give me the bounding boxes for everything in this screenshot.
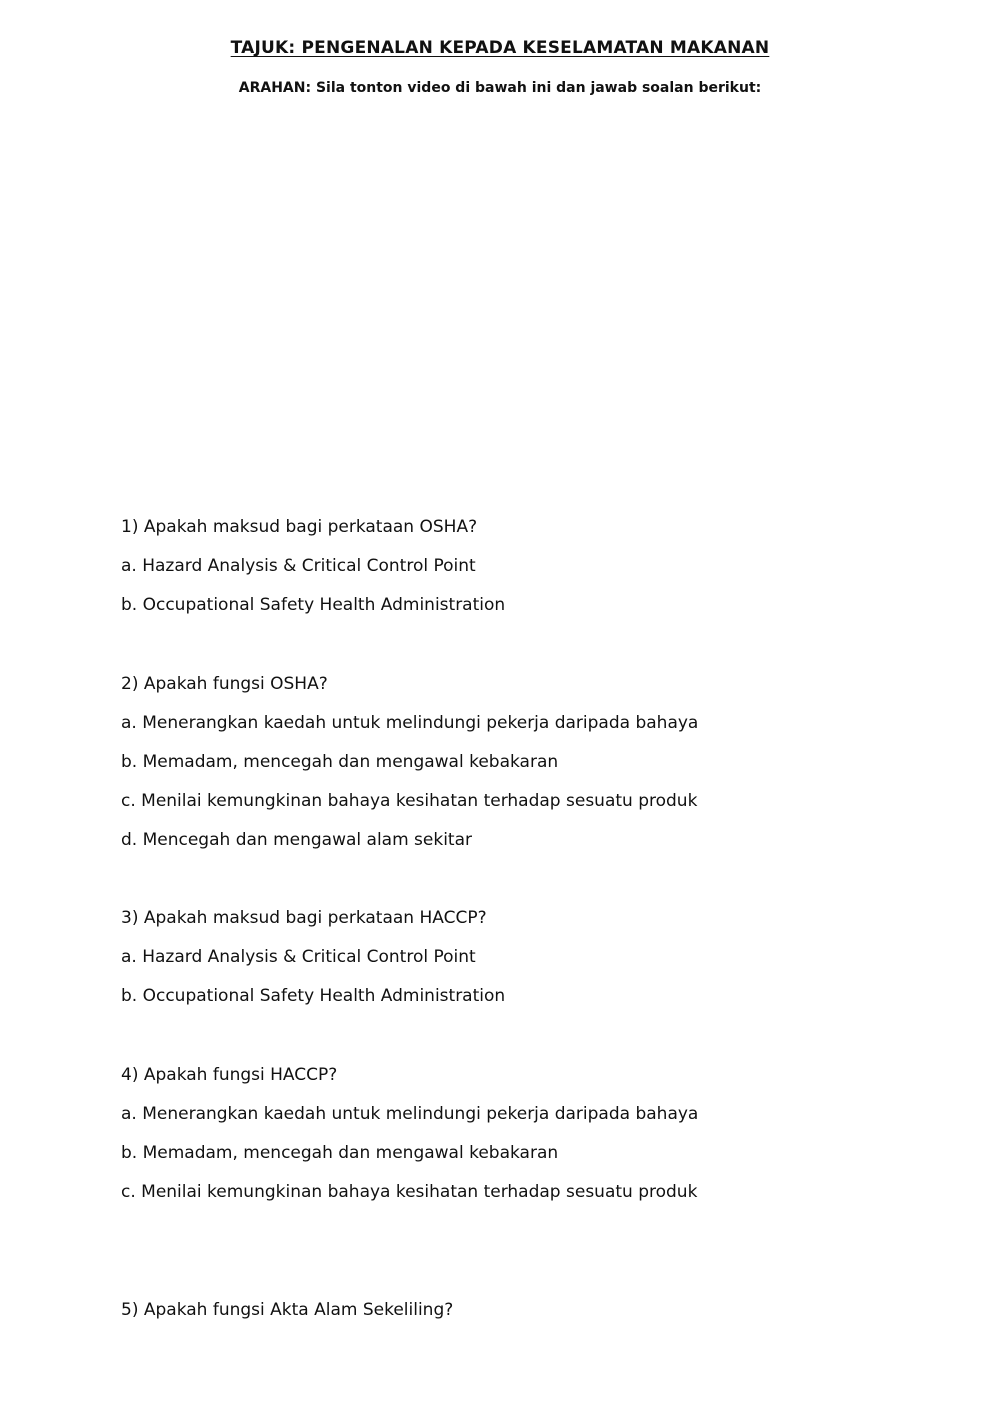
question-4-option-c[interactable]: c. Menilai kemungkinan bahaya kesihatan terhadap sesuatu produk bbox=[121, 1182, 698, 1202]
question-4-option-a[interactable]: a. Menerangkan kaedah untuk melindungi pekerja daripada bahaya bbox=[121, 1104, 699, 1124]
question-2-option-b[interactable]: b. Memadam, mencegah dan mengawal kebakaran bbox=[121, 752, 559, 772]
question-2-option-a[interactable]: a. Menerangkan kaedah untuk melindungi pekerja daripada bahaya bbox=[121, 713, 699, 733]
question-4: 4) Apakah fungsi HACCP? bbox=[121, 1065, 338, 1085]
question-3-option-b[interactable]: b. Occupational Safety Health Administration bbox=[121, 986, 506, 1006]
question-5: 5) Apakah fungsi Akta Alam Sekeliling? bbox=[121, 1300, 454, 1320]
page-title: TAJUK: PENGENALAN KEPADA KESELAMATAN MAKANAN bbox=[230, 38, 770, 58]
instruction-text: ARAHAN: Sila tonton video di bawah ini dan jawab soalan berikut: bbox=[238, 80, 762, 96]
question-1-option-b[interactable]: b. Occupational Safety Health Administration bbox=[121, 595, 506, 615]
question-2-option-d[interactable]: d. Mencegah dan mengawal alam sekitar bbox=[121, 830, 473, 850]
question-1: 1) Apakah maksud bagi perkataan OSHA? bbox=[121, 517, 478, 537]
question-1-option-a[interactable]: a. Hazard Analysis & Critical Control Point bbox=[121, 556, 476, 576]
question-3: 3) Apakah maksud bagi perkataan HACCP? bbox=[121, 908, 487, 928]
question-2-option-c[interactable]: c. Menilai kemungkinan bahaya kesihatan terhadap sesuatu produk bbox=[121, 791, 698, 811]
question-3-option-a[interactable]: a. Hazard Analysis & Critical Control Point bbox=[121, 947, 476, 967]
question-4-option-b[interactable]: b. Memadam, mencegah dan mengawal kebakaran bbox=[121, 1143, 559, 1163]
question-2: 2) Apakah fungsi OSHA? bbox=[121, 674, 328, 694]
video-placeholder[interactable] bbox=[120, 120, 880, 500]
